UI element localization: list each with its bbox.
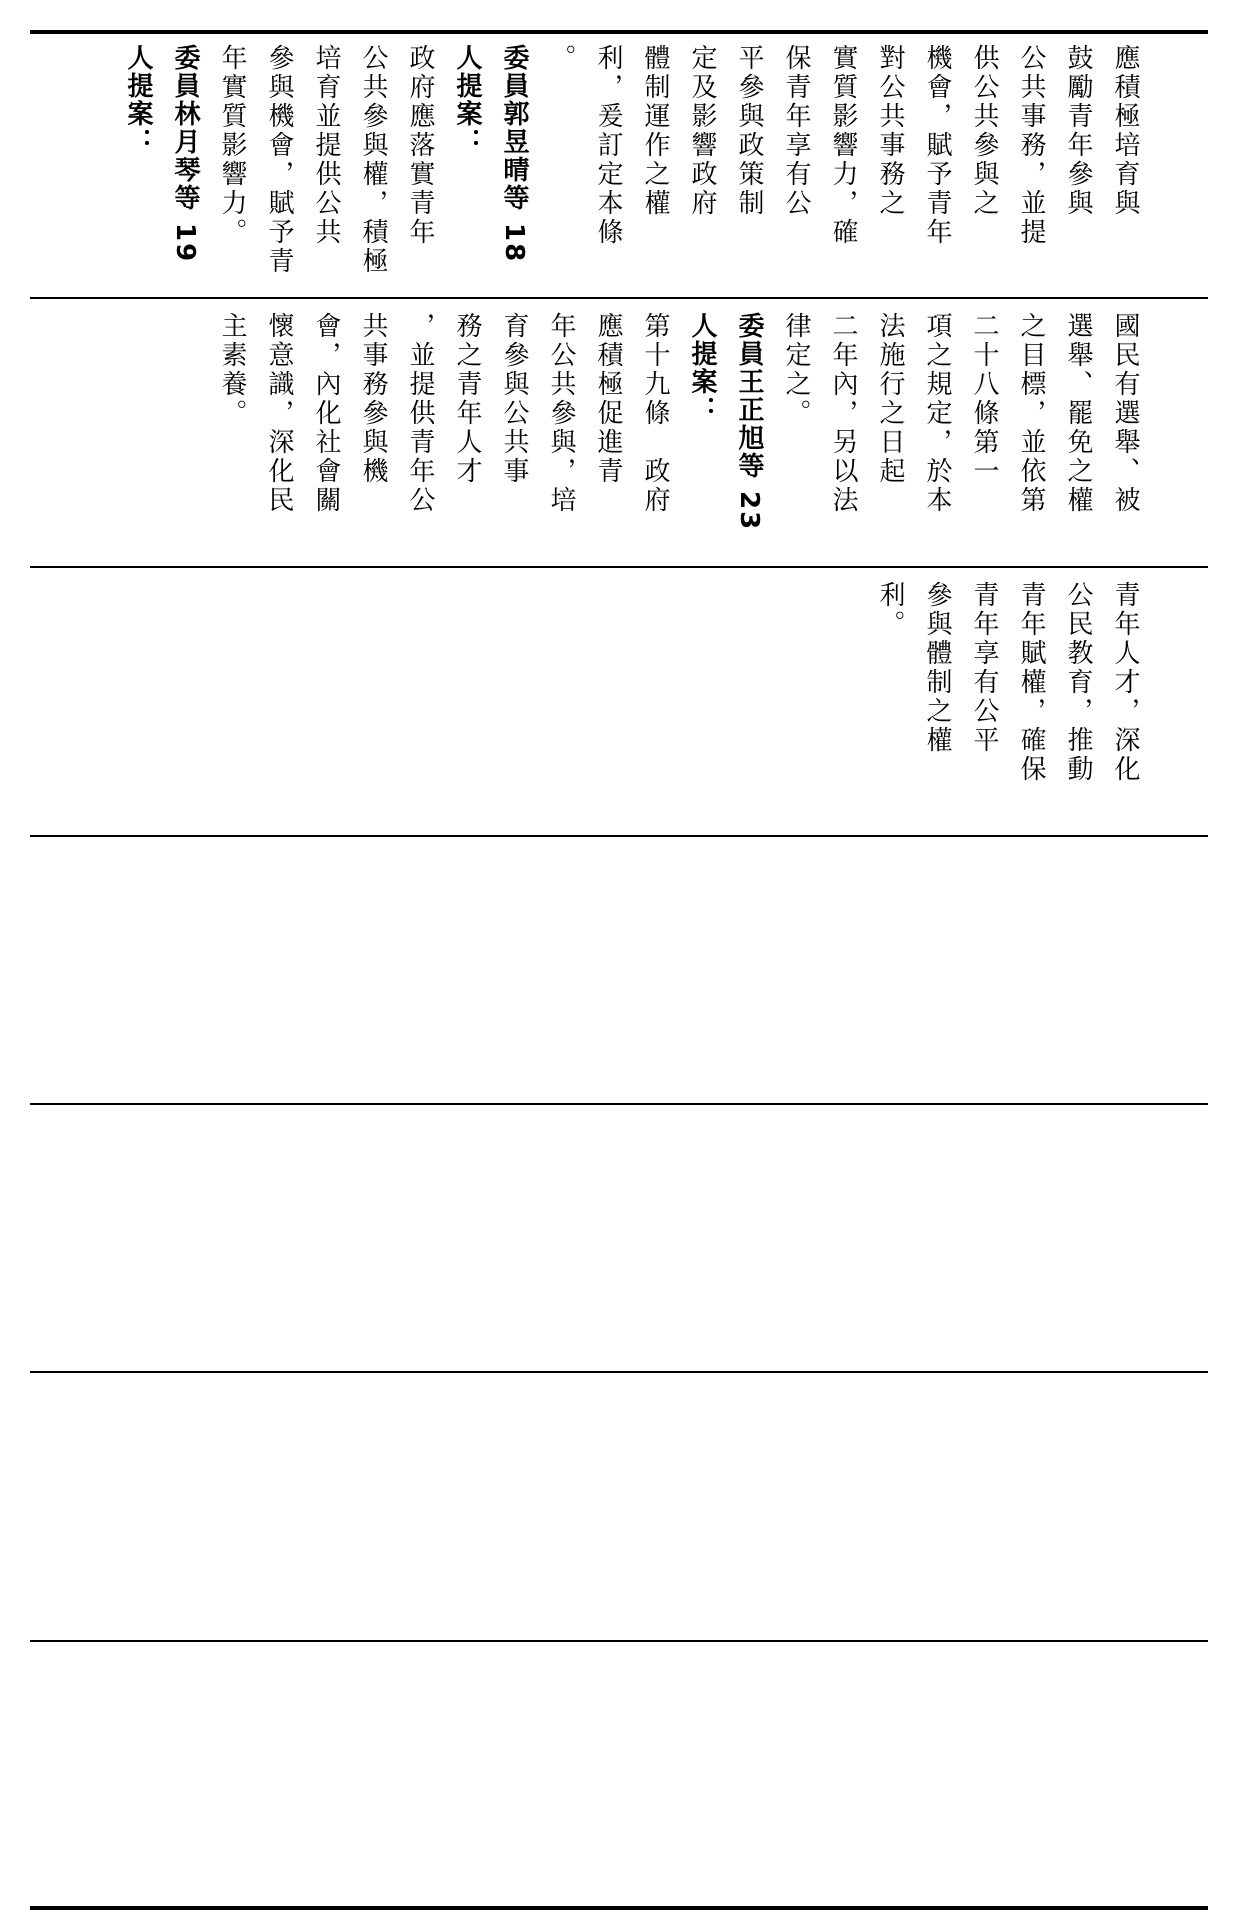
text-line: 法施行之日起	[875, 312, 905, 486]
text-line: 體制運作之權	[640, 44, 670, 218]
text-line: 鼓勵青年參與	[1063, 44, 1093, 218]
vertical-text-block	[866, 581, 1148, 825]
proposer-heading-cont: 人提案：	[123, 44, 153, 156]
text-line: 公共事務，並提	[1016, 44, 1046, 247]
text-line: 培育並提供公共	[311, 44, 341, 247]
row-divider-3	[30, 835, 1208, 837]
text-line: 供公共參與之	[969, 44, 999, 218]
text-line: 保青年享有公	[781, 44, 811, 218]
text-line: 國民有選舉、被	[1110, 312, 1140, 515]
row-divider-6	[30, 1640, 1208, 1642]
table-row-1	[30, 44, 1208, 288]
text-line: 公民教育，推動	[1063, 581, 1093, 784]
text-line: 年實質影響力。	[217, 44, 247, 247]
text-line: 對公共事務之	[875, 44, 905, 218]
text-line: 共事務參與機	[358, 312, 388, 486]
text-line: 年公共參與，培	[546, 312, 576, 515]
row-divider-1	[30, 297, 1208, 299]
text-line: 二年內，另以法	[828, 312, 858, 515]
text-line: 會，內化社會關	[311, 312, 341, 515]
text-line: 之目標，並依第	[1016, 312, 1046, 515]
text-line: 青年賦權，確保	[1016, 581, 1046, 784]
text-line: 定及影響政府	[687, 44, 717, 218]
text-line: 懷意識，深化民	[264, 312, 294, 515]
row-divider-2	[30, 566, 1208, 568]
text-line: 利，爰訂定本條	[593, 44, 623, 247]
table-row-5-empty	[30, 1118, 1208, 1362]
text-line: 。	[546, 44, 576, 73]
text-line: 政府應落實青年	[405, 44, 435, 247]
text-line: ，並提供青年公	[405, 312, 435, 515]
row-divider-4	[30, 1103, 1208, 1105]
text-line: 第十九條 政府	[640, 312, 670, 515]
text-line: 實質影響力，確	[828, 44, 858, 247]
text-line: 律定之。	[781, 312, 811, 428]
text-line: 青年享有公平	[969, 581, 999, 755]
table-row-7-empty	[30, 1655, 1208, 1899]
proposer-heading-cont: 人提案：	[687, 312, 717, 424]
table-row-4-empty	[30, 850, 1208, 1094]
text-line: 機會，賦予青年	[922, 44, 952, 247]
text-line: 青年人才，深化	[1110, 581, 1140, 784]
top-border	[30, 30, 1208, 34]
text-line: 利。	[875, 581, 905, 639]
proposer-heading: 委員王正旭等 23	[734, 312, 764, 532]
proposer-heading-cont: 人提案：	[452, 44, 482, 156]
text-line: 參與機會，賦予青	[264, 44, 294, 276]
proposer-heading: 委員郭昱晴等 18	[499, 44, 529, 264]
text-line: 項之規定，於本	[922, 312, 952, 515]
vertical-text-block	[114, 44, 1148, 288]
table-row-2	[30, 312, 1208, 556]
text-line: 選舉、罷免之權	[1063, 312, 1093, 515]
text-line: 育參與公共事	[499, 312, 529, 486]
text-line: 二十八條第一	[969, 312, 999, 486]
text-line: 公共參與權，積極	[358, 44, 388, 276]
bottom-border	[30, 1906, 1208, 1910]
text-line: 應積極促進青	[593, 312, 623, 486]
table-row-3	[30, 581, 1208, 825]
row-divider-5	[30, 1371, 1208, 1373]
text-line: 主素養。	[217, 312, 247, 428]
table-row-6-empty	[30, 1386, 1208, 1630]
text-line: 應積極培育與	[1110, 44, 1140, 218]
proposer-heading: 委員林月琴等 19	[170, 44, 200, 264]
vertical-text-block	[208, 312, 1148, 556]
text-line: 平參與政策制	[734, 44, 764, 218]
text-line: 務之青年人才	[452, 312, 482, 486]
text-line: 參與體制之權	[922, 581, 952, 755]
